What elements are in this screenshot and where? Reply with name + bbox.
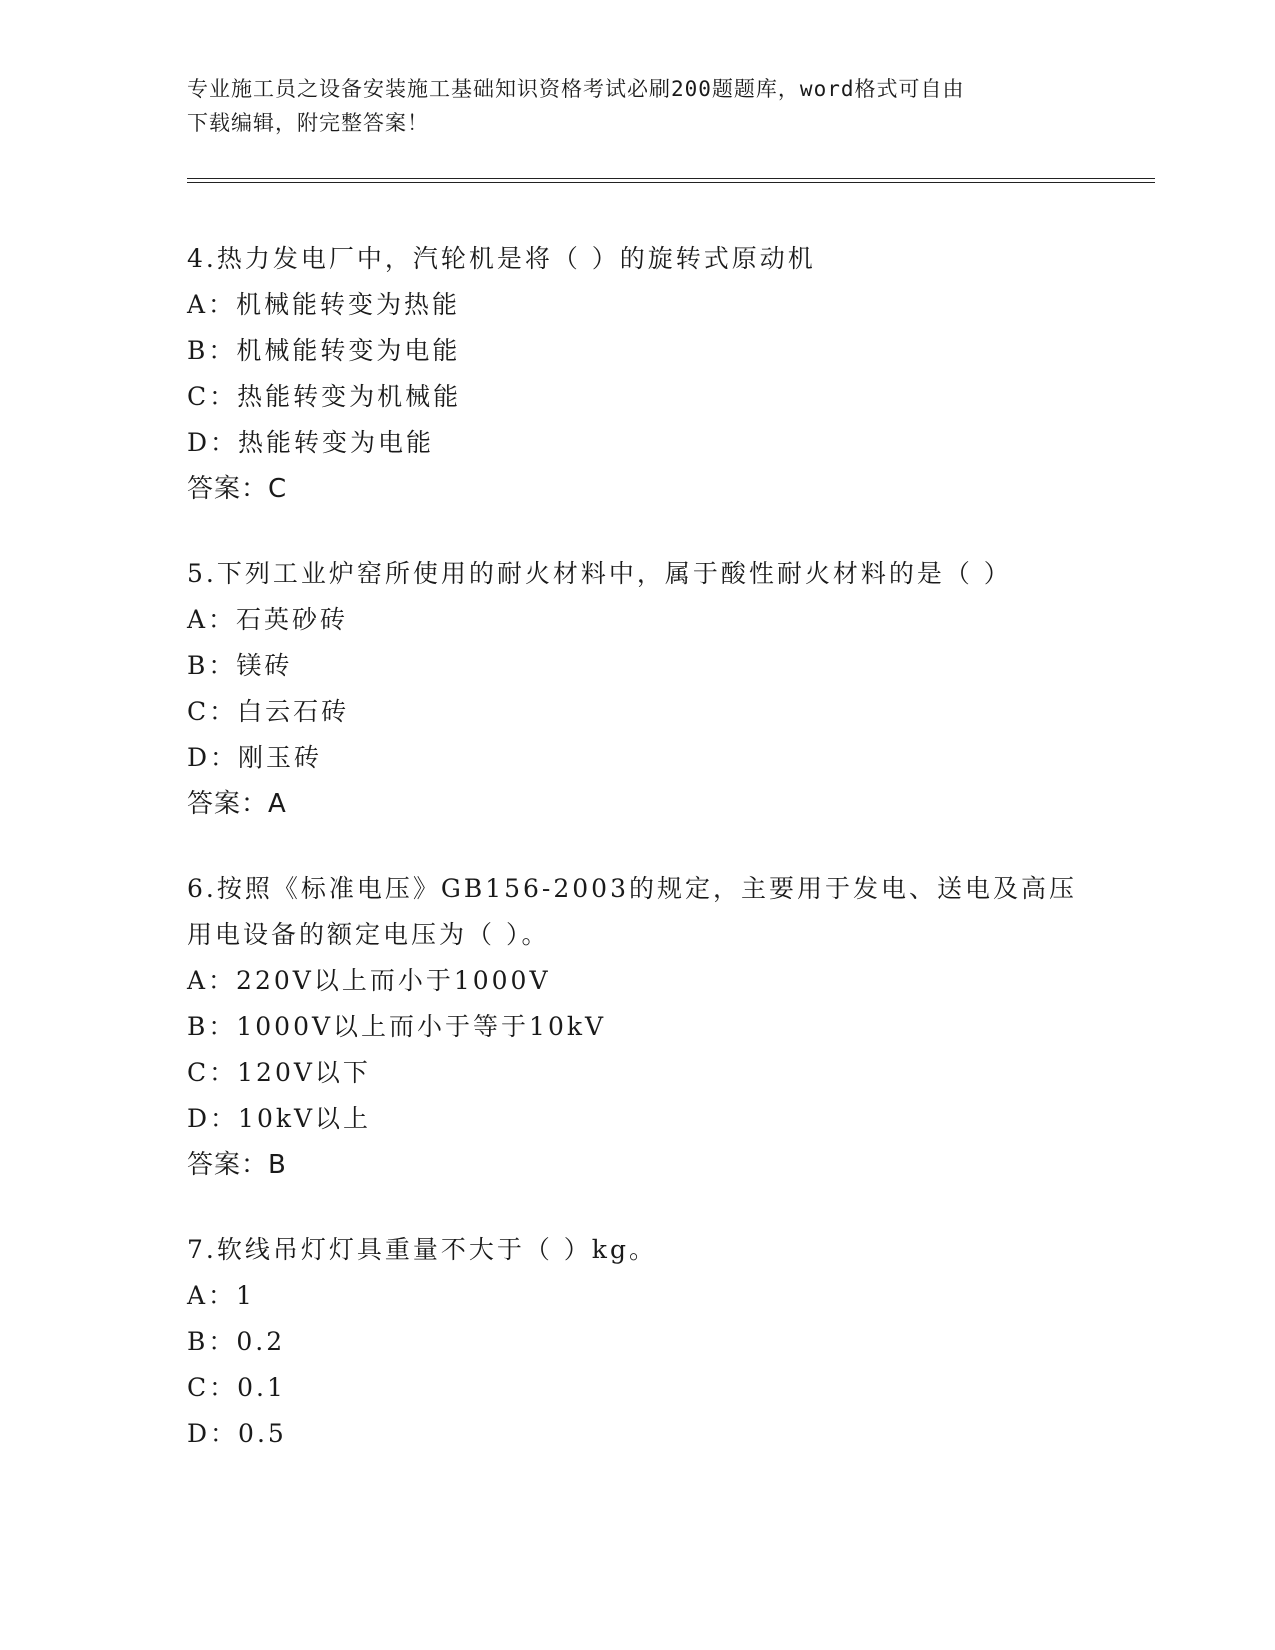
option-d: D：0.5 — [187, 1419, 287, 1448]
header-line-1: 专业施工员之设备安装施工基础知识资格考试必刷200题题库，word格式可自由 — [187, 77, 965, 101]
option-b: B：镁砖 — [187, 651, 293, 680]
question-stem-line: 4.热力发电厂中，汽轮机是将（ ）的旋转式原动机 — [187, 244, 816, 273]
answer-key: 答案：C — [187, 474, 288, 504]
question-stem-line: 用电设备的额定电压为（ ）。 — [187, 920, 550, 949]
question-list — [187, 236, 1087, 1496]
option-a: A：机械能转变为热能 — [187, 290, 461, 319]
document-header — [187, 72, 1067, 140]
question-stem — [187, 236, 1087, 282]
option-c: C：120V以下 — [187, 1058, 371, 1087]
option-c: C：0.1 — [187, 1373, 286, 1402]
option-b: B：0.2 — [187, 1327, 286, 1356]
question-7 — [187, 1227, 1087, 1457]
option-d: D：热能转变为电能 — [187, 428, 435, 457]
option-c: C：白云石砖 — [187, 697, 350, 726]
question-stem-line: 7.软线吊灯灯具重量不大于（ ）kg。 — [187, 1235, 657, 1264]
question-stem-line: 6.按照《标准电压》GB156-2003的规定，主要用于发电、送电及高压 — [187, 874, 1077, 903]
option-d: D：刚玉砖 — [187, 743, 323, 772]
question-5 — [187, 551, 1087, 827]
option-b: B：机械能转变为电能 — [187, 336, 461, 365]
option-a: A：石英砂砖 — [187, 605, 349, 634]
question-4 — [187, 236, 1087, 512]
header-divider-top — [187, 178, 1155, 179]
answer-key: 答案：A — [187, 789, 287, 819]
question-stem-line: 5.下列工业炉窑所使用的耐火材料中，属于酸性耐火材料的是（ ） — [187, 559, 1012, 588]
option-d: D：10kV以上 — [187, 1104, 372, 1133]
option-a: A：1 — [187, 1281, 255, 1310]
option-c: C：热能转变为机械能 — [187, 382, 462, 411]
header-divider-bottom — [187, 182, 1155, 183]
question-stem — [187, 1227, 1087, 1273]
answer-key: 答案：B — [187, 1150, 287, 1180]
question-stem — [187, 866, 1087, 958]
question-6 — [187, 866, 1087, 1188]
option-b: B：1000V以上而小于等于10kV — [187, 1012, 607, 1041]
question-stem — [187, 551, 1087, 597]
header-line-2: 下载编辑，附完整答案！ — [187, 111, 429, 135]
option-a: A：220V以上而小于1000V — [187, 966, 551, 995]
